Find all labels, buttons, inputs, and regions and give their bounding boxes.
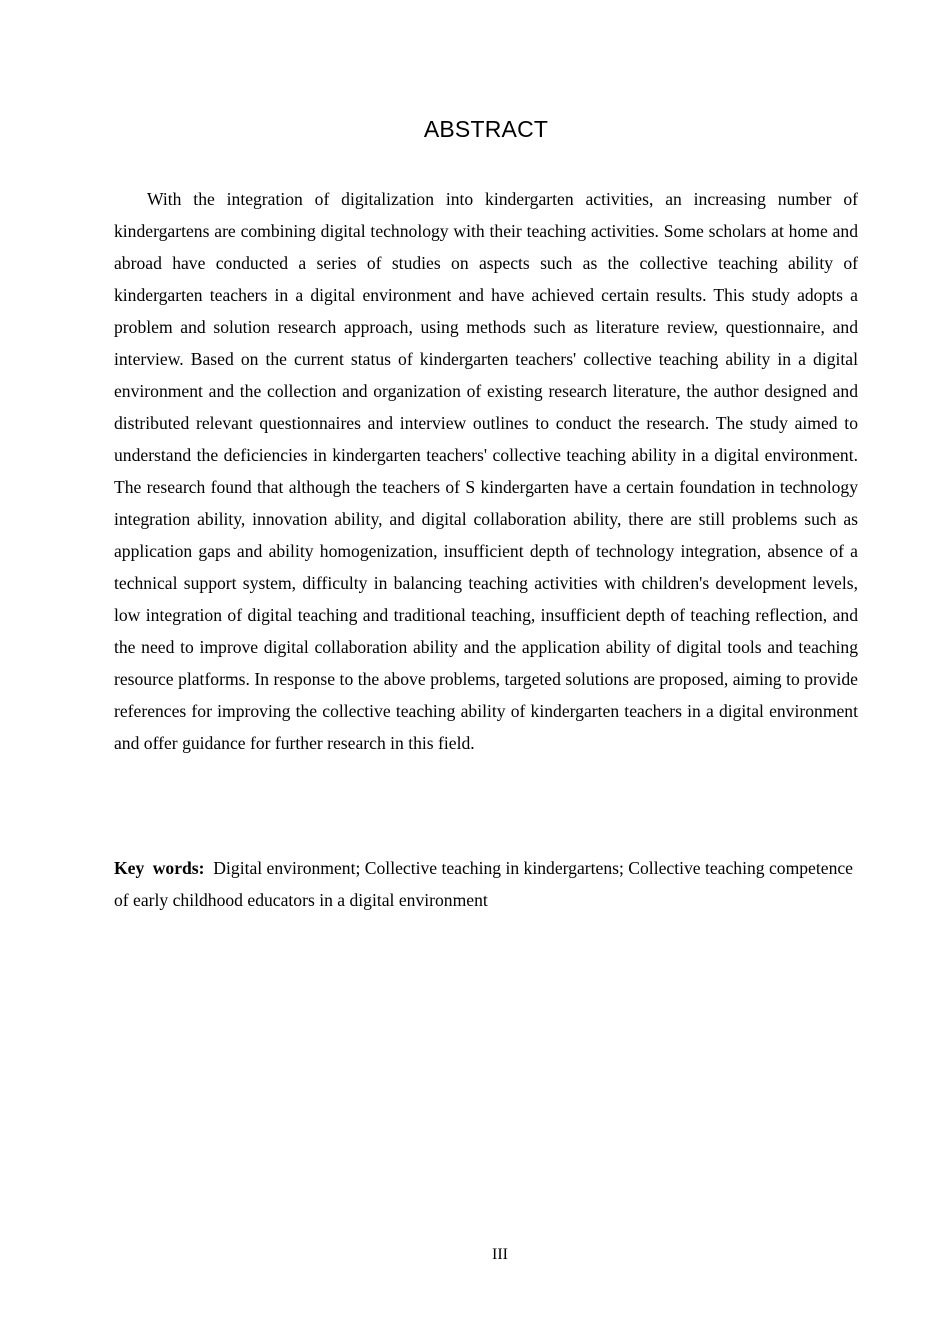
page-number: III [492,1246,508,1263]
keywords-text: Digital environment; Collective teaching in kindergartens; Collective teaching competence of early childhood educators in a digital environment [114,858,853,910]
abstract-heading: ABSTRACT [423,116,549,142]
abstract-body: With the integration of digitalization into kindergarten activities, an increasing number of kindergartens are combining digital technology with their teaching activities. Some scholars at home and abroad have conducted a series of studies on aspects such as the collective teaching ability of kindergarten teachers in a digital environment and have achieved certain results. This study adopts a problem and solution research approach, using methods such as literature review, questionnaire, and interview. Based on the current status of kindergarten teachers' collective teaching ability in a digital environment and the collection and organization of existing research literature, the author designed and distributed relevant questionnaires and interview outlines to conduct the research. The study aimed to understand the deficiencies in kindergarten teachers' collective teaching ability in a digital environment. The research found that although the teachers of S kindergarten have a certain foundation in technology integration ability, innovation ability, and digital collaboration ability, there are still problems such as application gaps and ability homogenization, insufficient depth of technology integration, absence of a technical support system, difficulty in balancing teaching activities with children's development levels, low integration of digital teaching and traditional teaching, insufficient depth of teaching reflection, and the need to improve digital collaboration ability and the application ability of digital tools and teaching resource platforms. In response to the above problems, targeted solutions are proposed, aiming to provide references for improving the collective teaching ability of kindergarten teachers in a digital environment and offer guidance for further research in this field. [114,189,858,753]
keywords-label: Key words: [114,858,205,878]
keywords-paragraph [114,852,858,916]
